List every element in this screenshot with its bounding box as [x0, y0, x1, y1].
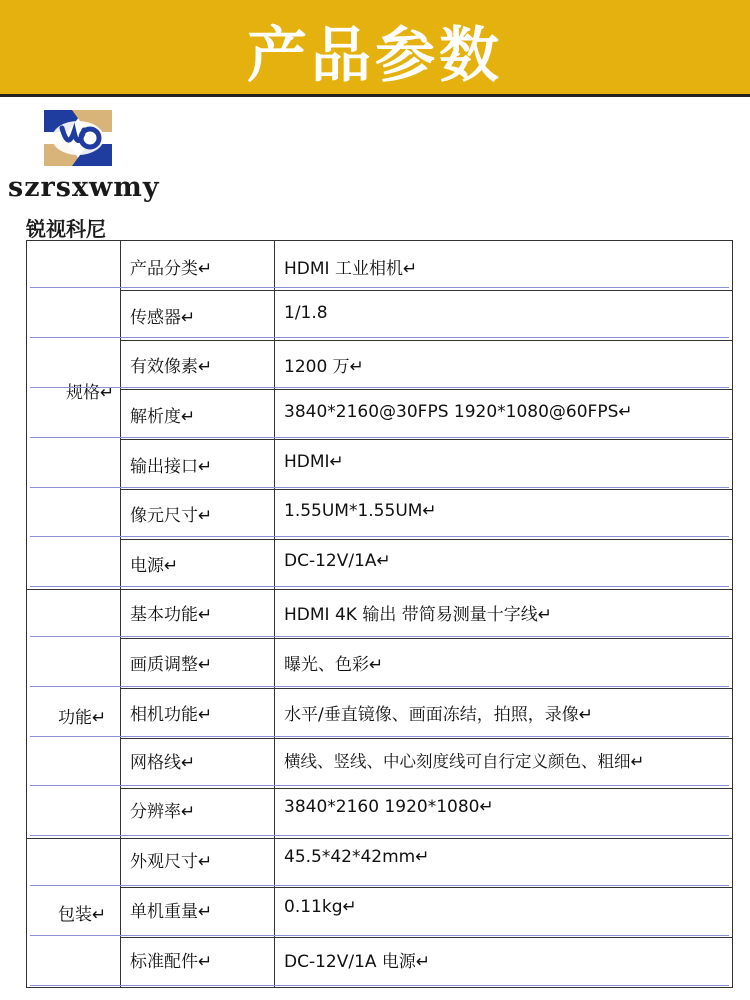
guide-line: [30, 387, 729, 388]
row-divider: [120, 688, 733, 689]
row-divider: [120, 389, 733, 390]
row-divider: [120, 489, 733, 490]
guide-line: [30, 636, 729, 637]
guide-line: [30, 935, 729, 936]
row-name: 画质调整↵: [130, 655, 213, 675]
row-name: 外观尺寸↵: [130, 852, 213, 872]
guide-line: [30, 885, 729, 886]
guide-line: [30, 785, 729, 786]
brand-name-chinese: 锐视科尼: [26, 217, 106, 241]
guide-line: [30, 736, 729, 737]
row-divider: [120, 788, 733, 789]
guide-line: [30, 536, 729, 537]
row-divider: [120, 838, 733, 839]
row-name: 产品分类↵: [130, 259, 213, 279]
row-divider: [120, 638, 733, 639]
row-value: DC-12V/1A↵: [284, 551, 391, 571]
row-value: 1.55UM*1.55UM↵: [284, 501, 437, 521]
row-divider: [120, 439, 733, 440]
row-value: HDMI 4K 输出 带简易测量十字线↵: [284, 605, 552, 625]
row-value: 45.5*42*42mm↵: [284, 847, 430, 867]
page-title: 产品参数: [247, 21, 503, 91]
row-name: 相机功能↵: [130, 705, 213, 725]
row-divider: [120, 589, 733, 590]
row-value: 1200 万↵: [284, 357, 364, 377]
brand-name-english: szrsxwmy: [8, 172, 160, 203]
column-divider: [120, 240, 121, 988]
row-name: 基本功能↵: [130, 605, 213, 625]
row-value: 水平/垂直镜像、画面冻结，拍照，录像↵: [284, 705, 593, 725]
row-name: 标准配件↵: [130, 952, 213, 972]
guide-line: [30, 835, 729, 836]
row-divider: [120, 887, 733, 888]
group-label-function: 功能↵: [58, 708, 107, 728]
row-name: 输出接口↵: [130, 457, 213, 477]
guide-line: [30, 985, 729, 986]
group-label-spec: 规格↵: [66, 383, 115, 403]
row-name: 分辨率↵: [130, 802, 196, 822]
row-divider: [120, 290, 733, 291]
guide-line: [30, 487, 729, 488]
group-label-package: 包装↵: [58, 905, 107, 925]
row-value: 3840*2160 1920*1080↵: [284, 797, 494, 817]
row-value: HDMI↵: [284, 452, 344, 472]
guide-line: [30, 686, 729, 687]
row-value: DC-12V/1A 电源↵: [284, 952, 431, 972]
spec-table: [26, 240, 733, 988]
row-value: HDMI 工业相机↵: [284, 259, 418, 279]
row-divider: [120, 738, 733, 739]
row-name: 有效像素↵: [130, 357, 213, 377]
guide-line: [30, 287, 729, 288]
group-divider: [26, 838, 120, 839]
header-banner: [0, 0, 750, 97]
guide-line: [30, 586, 729, 587]
row-value: 1/1.8: [284, 303, 328, 323]
row-name: 单机重量↵: [130, 902, 213, 922]
row-name: 电源↵: [130, 556, 179, 576]
row-value: 曝光、色彩↵: [284, 655, 384, 675]
guide-line: [30, 337, 729, 338]
row-value: 横线、竖线、中心刻度线可自行定义颜色、粗细↵: [284, 752, 645, 771]
row-divider: [120, 539, 733, 540]
row-name: 解析度↵: [130, 407, 196, 427]
brand-logo-icon: [38, 106, 118, 170]
group-divider: [26, 589, 120, 590]
row-name: 像元尺寸↵: [130, 506, 213, 526]
column-divider: [274, 240, 275, 988]
row-name: 传感器↵: [130, 308, 196, 328]
row-divider: [120, 937, 733, 938]
row-divider: [120, 340, 733, 341]
row-name: 网格线↵: [130, 753, 196, 773]
row-value: 0.11kg↵: [284, 897, 357, 917]
guide-line: [30, 437, 729, 438]
row-value: 3840*2160@30FPS 1920*1080@60FPS↵: [284, 402, 633, 422]
